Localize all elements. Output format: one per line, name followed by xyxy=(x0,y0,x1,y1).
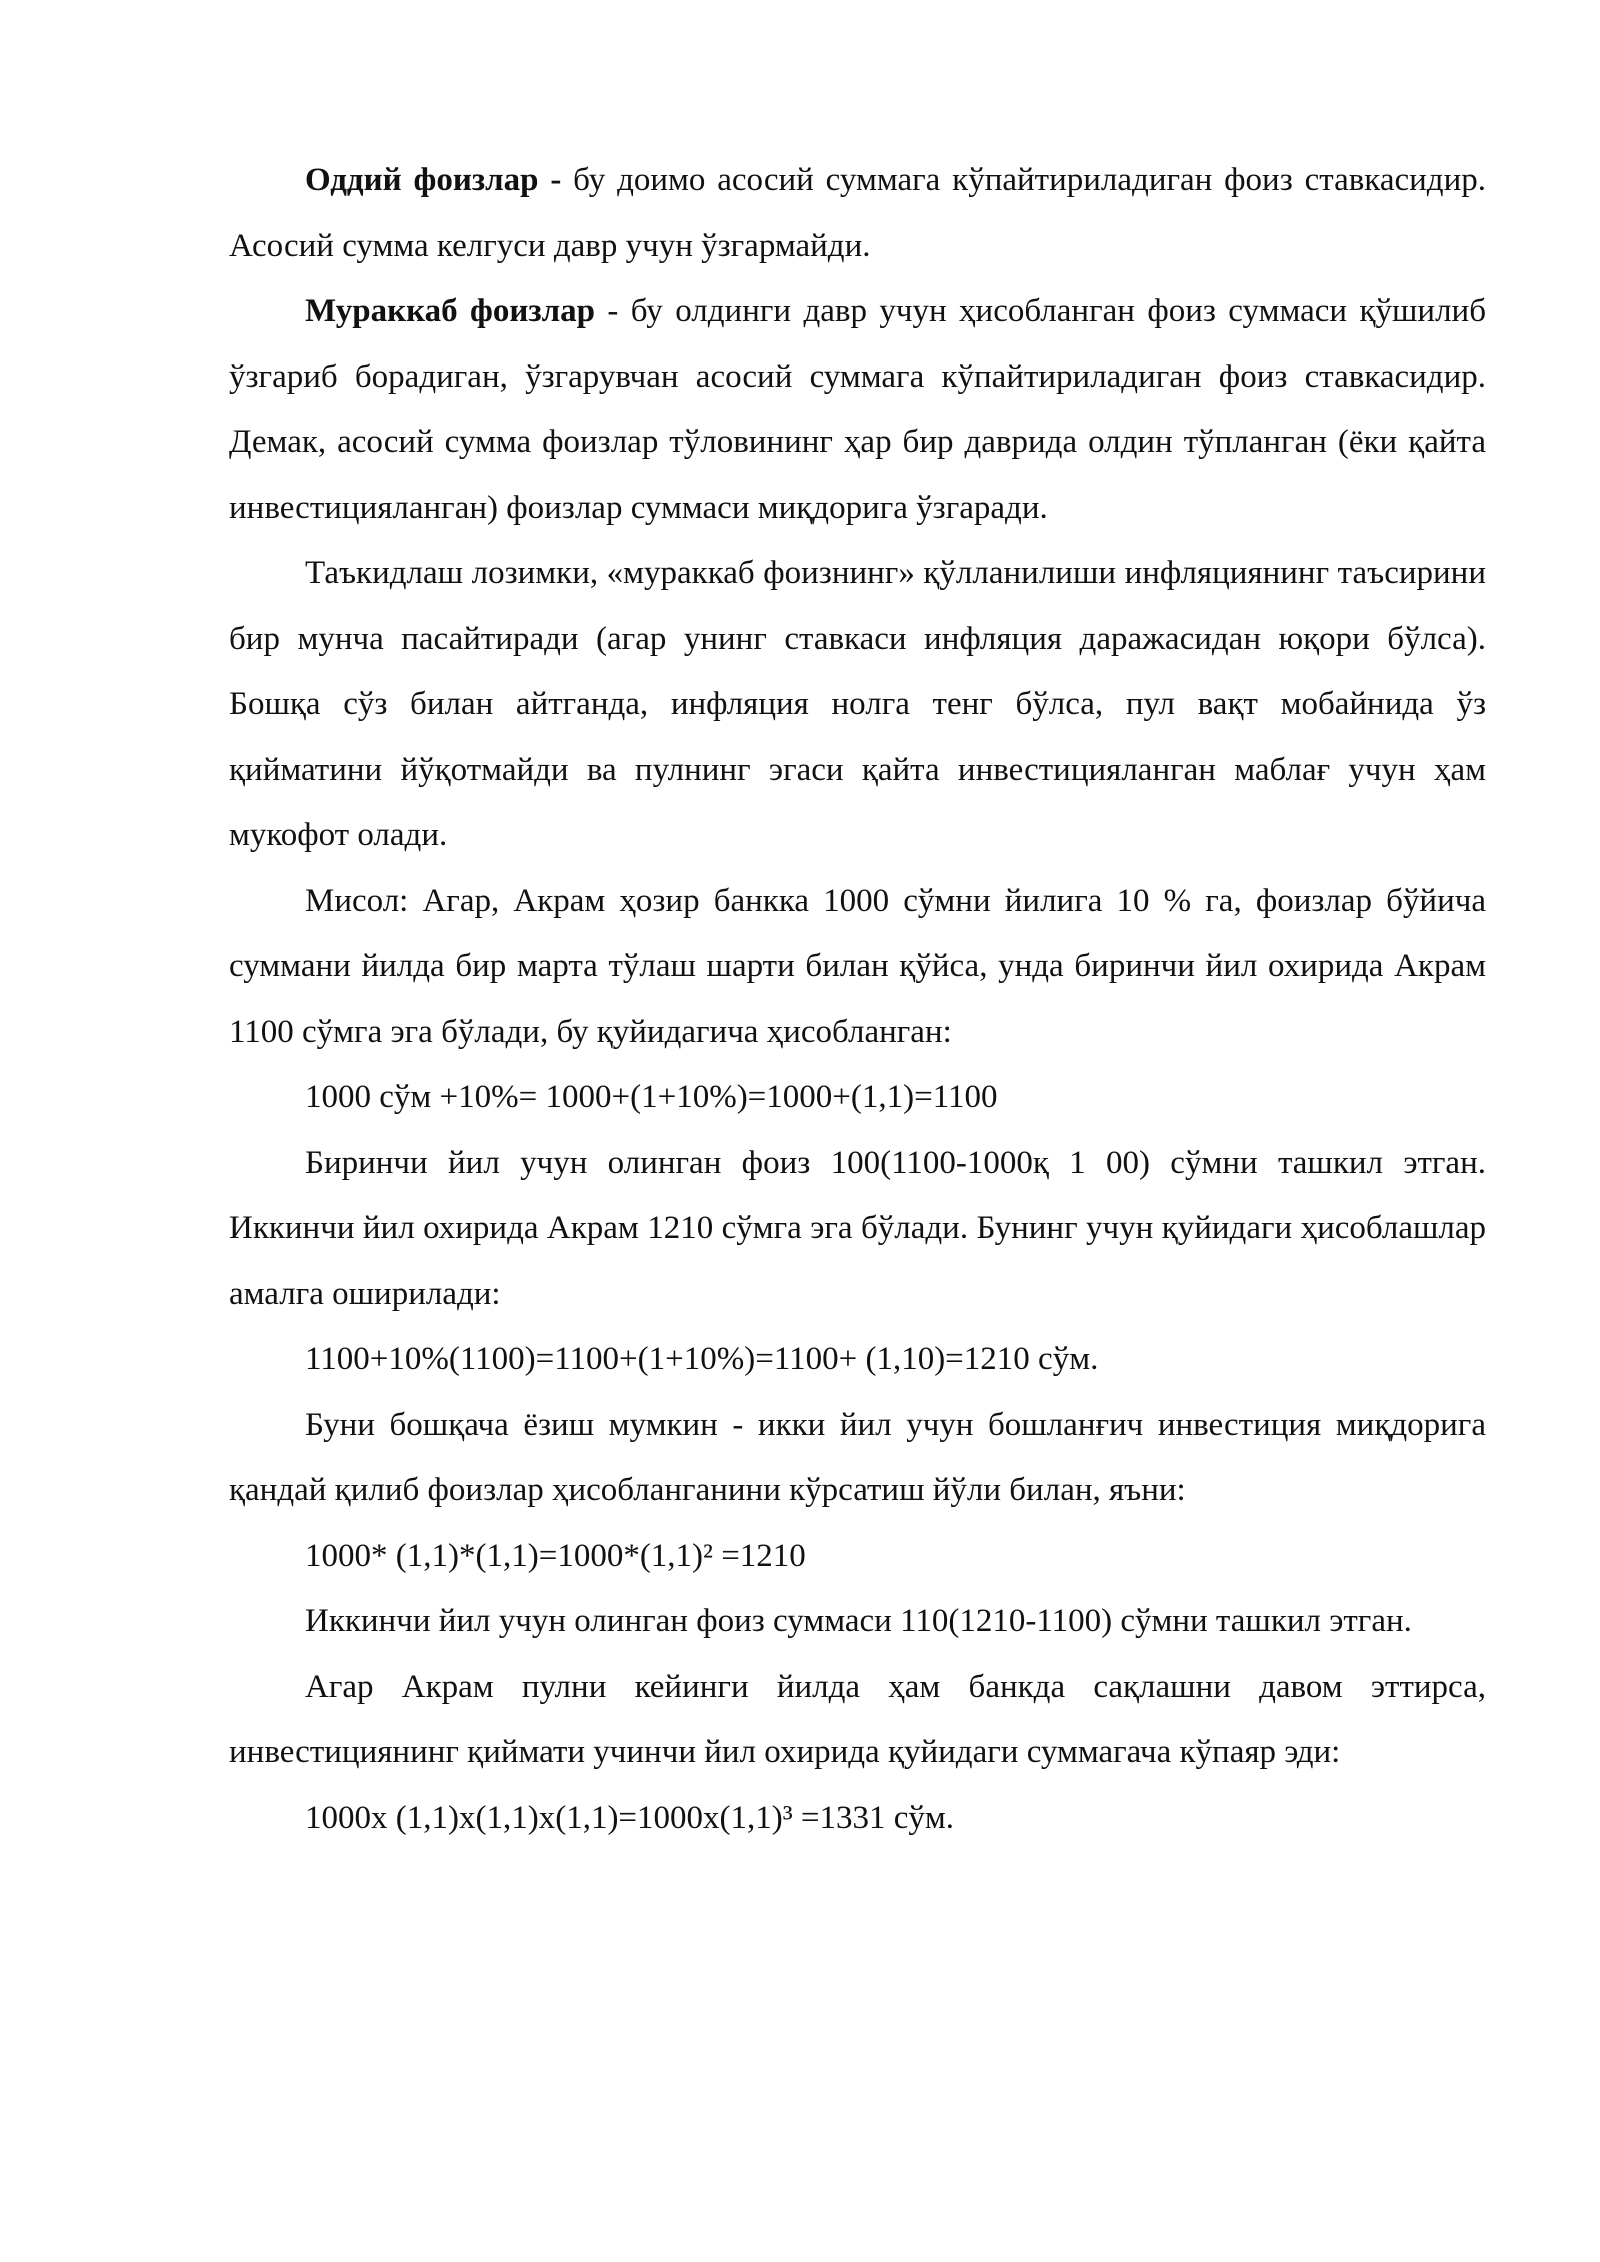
example-paragraph: Мисол: Агар, Акрам ҳозир банкка 1000 сўмни йилига 10 % га, фоизлар бўйича суммани йилда бир марта тўлаш шарти билан қўйса, унда биринчи йил охирида Акрам 1100 сўмга эга бўлади, бу қуйидагича ҳисобланган: xyxy=(229,882,1486,1050)
formula-cubed: 1000х (1,1)х(1,1)х(1,1)=1000х(1,1)³ =1331 сўм. xyxy=(305,1799,955,1836)
second-year-paragraph: Иккинчи йил учун олинган фоиз суммаси 110(1210-1100) сўмни ташкил этган. xyxy=(305,1603,1412,1639)
first-year-paragraph: Биринчи йил учун олинган фоиз 100(1100-1000қ 1 00) сўмни ташкил этган. Иккинчи йил охирида Акрам 1210 сўмга эга бўлади. Бунинг учун қуйидаги ҳисоблашлар амалга оширилади: xyxy=(229,1144,1486,1312)
alternative-paragraph: Буни бошқача ёзиш мумкин - икки йил учун бошланғич инвестиция миқдорига қандай қилиб фоизлар ҳисобланганини кўрсатиш йўли билан, яъни: xyxy=(229,1406,1486,1508)
formula-squared: 1000* (1,1)*(1,1)=1000*(1,1)² =1210 xyxy=(305,1537,806,1574)
third-year-paragraph: Агар Акрам пулни кейинги йилда ҳам банкда сақлашни давом эттирса, инвестициянинг қиймати учинчи йил охирида қуйидаги суммагача кўпаяр эди: xyxy=(229,1668,1486,1770)
simple-interest-term: Оддий фоизлар - xyxy=(305,162,562,198)
emphasis-paragraph: Таъкидлаш лозимки, «мураккаб фоизнинг» қўлланилиши инфляциянинг таъсирини бир мунча пасайтиради (агар унинг ставкаси инфляция даражасидан юқори бўлса). Бошқа сўз билан айтганда, инфляция нолга тенг бўлса, пул вақт мобайнида ўз қийматини йўқотмайди ва пулнинг эгаси қайта инвестицияланган маблағ учун ҳам мукофот олади. xyxy=(229,555,1486,853)
compound-interest-text: - бу олдинги давр учун ҳисобланган фоиз суммаси қўшилиб ўзгариб борадиган, ўзгарувчан асосий суммага кўпайтириладиган фоиз ставкасидир. Демак, асосий сумма фоизлар тўловининг ҳар бир даврида олдин тўпланган (ёки қайта инвестицияланган) фоизлар суммаси миқдорига ўзгаради. xyxy=(229,293,1486,526)
formula-first-year: 1000 сўм +10%= 1000+(1+10%)=1000+(1,1)=1100 xyxy=(305,1079,998,1115)
document-page xyxy=(229,148,1486,1851)
simple-interest-text: бу доимо асосий суммага кўпайтириладиган фоиз ставкасидир. Асосий сумма келгуси давр учун ўзгармайди. xyxy=(229,162,1486,264)
simple-interest-paragraph xyxy=(229,148,1486,279)
compound-interest-paragraph xyxy=(229,279,1486,541)
compound-interest-term: Мураккаб фоизлар xyxy=(305,293,595,329)
formula-second-year: 1100+10%(1100)=1100+(1+10%)=1100+ (1,10)=1210 сўм. xyxy=(305,1341,1099,1377)
